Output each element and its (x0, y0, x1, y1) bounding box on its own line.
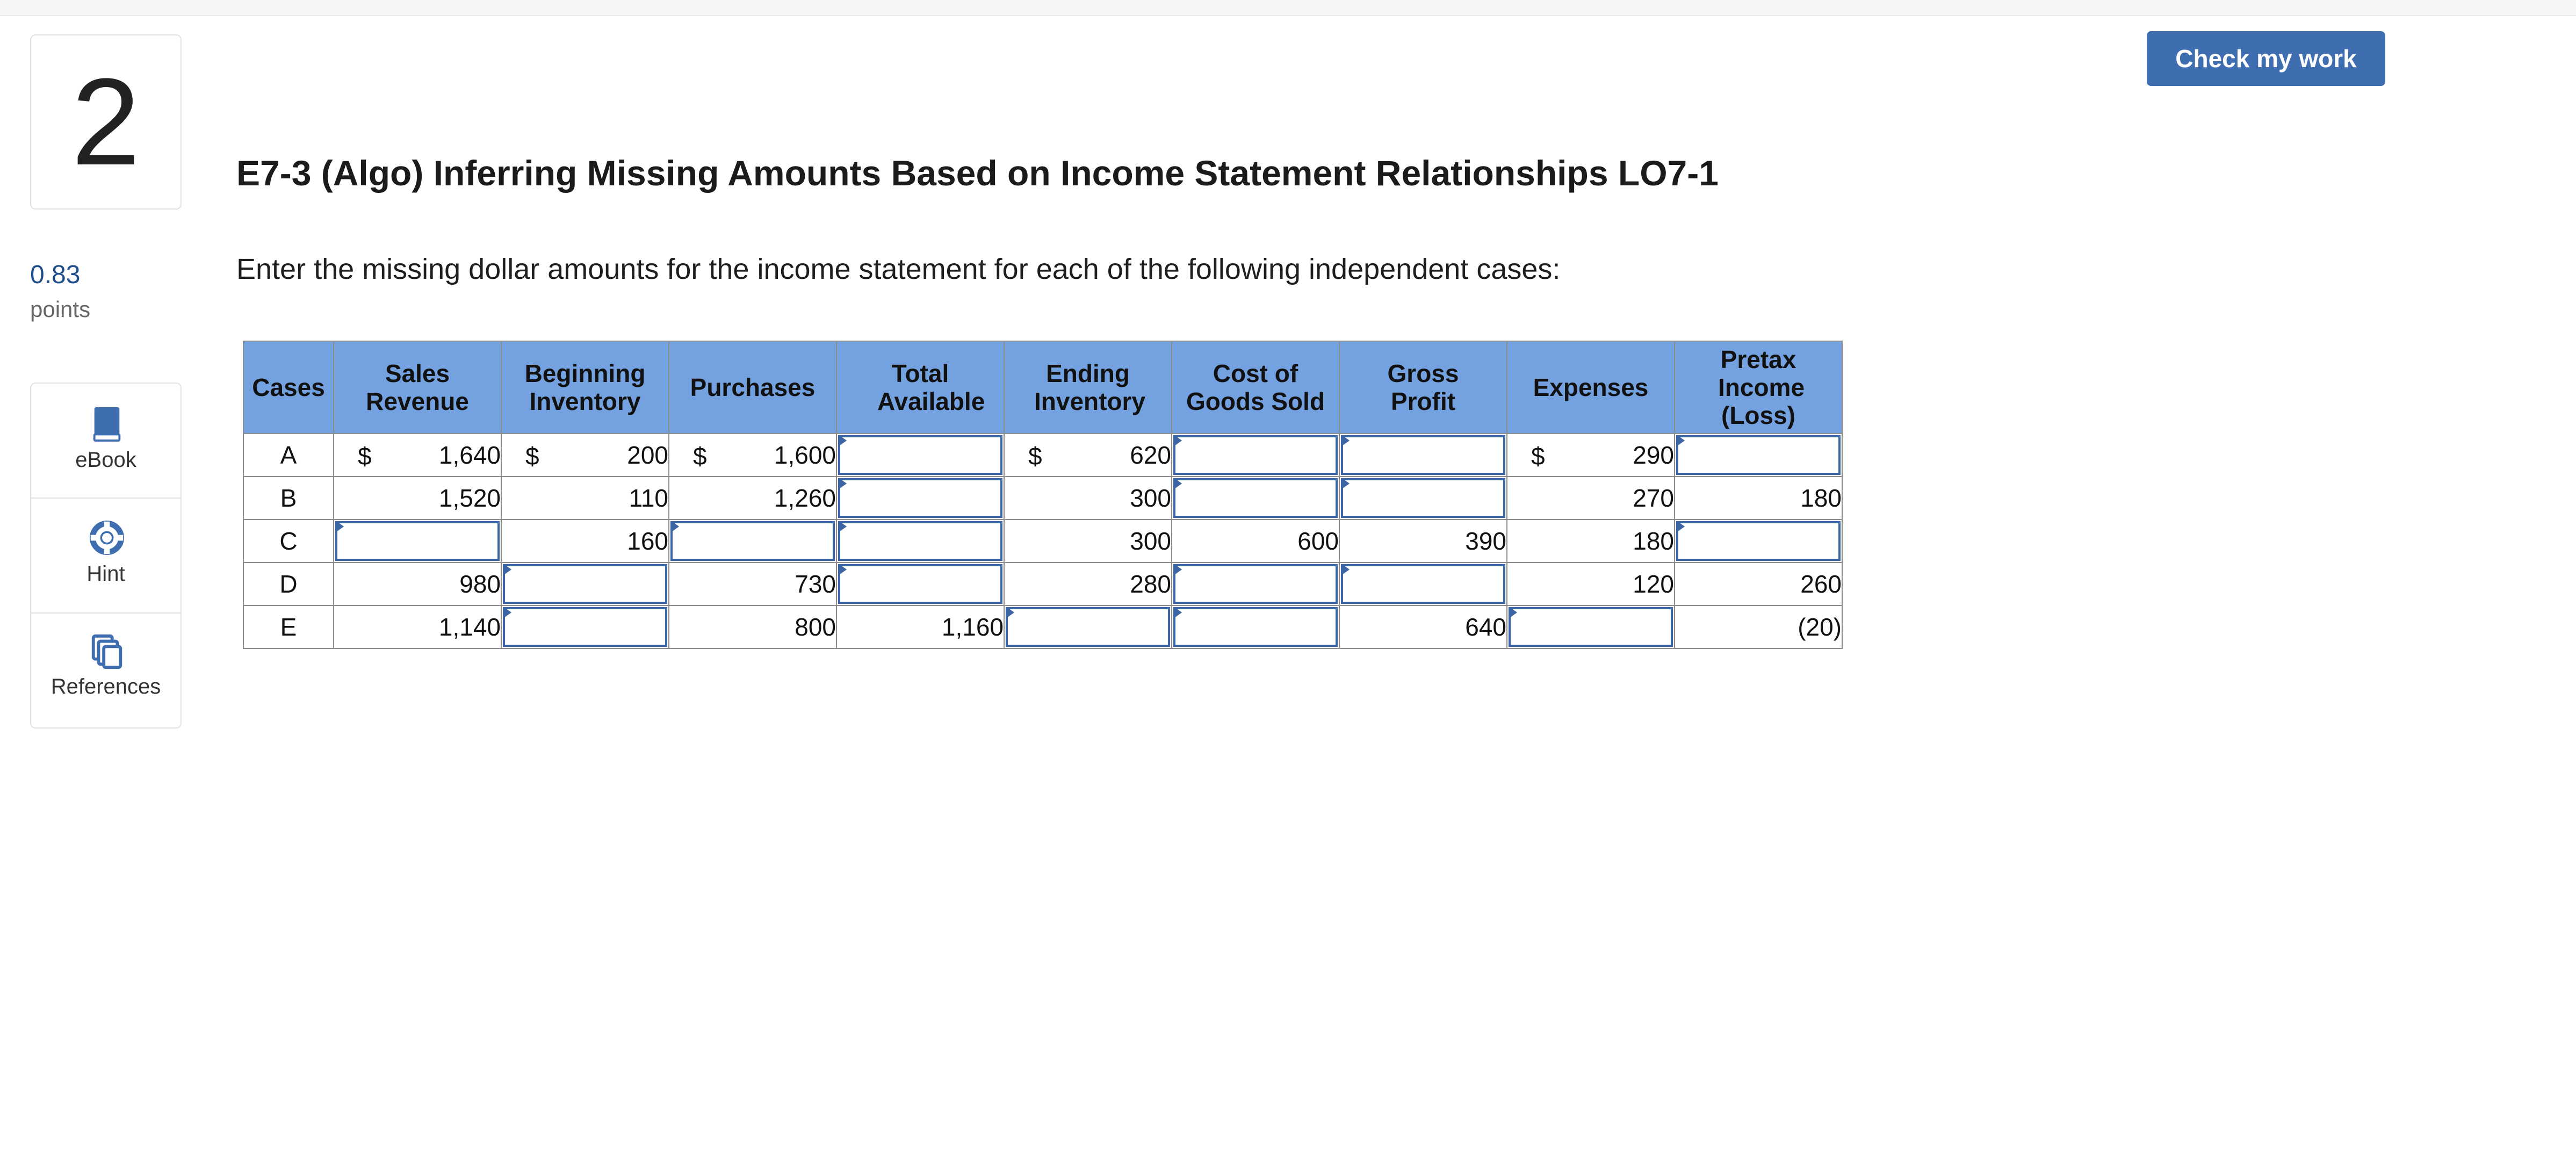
purchases-cell (669, 434, 836, 477)
income-statement-table (243, 341, 1843, 649)
column-header: Purchases (669, 341, 836, 434)
ending-inventory-input[interactable] (1006, 607, 1170, 647)
column-header (1004, 341, 1172, 434)
case-cell: C (243, 520, 334, 563)
expenses-cell (1507, 563, 1675, 605)
beginning-inventory-input-cell (501, 563, 669, 605)
currency-symbol: $ (1531, 442, 1545, 470)
total-available-input[interactable] (838, 478, 1002, 518)
cost-of-goods-sold-input-cell (1172, 477, 1339, 520)
cost-of-goods-sold-input[interactable] (1173, 435, 1338, 475)
cell-value: 1,160 (941, 613, 1004, 641)
total-available-cell (836, 605, 1004, 648)
points-value: 0.83 (30, 261, 81, 289)
case-cell: A (243, 434, 334, 477)
sales-revenue-cell (334, 477, 501, 520)
column-header-label: Cost of Goods Sold (1186, 359, 1325, 415)
references-label: References (50, 675, 161, 698)
gross-profit-input[interactable] (1341, 435, 1505, 475)
pretax-income-cell (1675, 605, 1842, 648)
gross-profit-cell (1339, 605, 1507, 648)
total-available-input-cell (836, 477, 1004, 520)
case-cell: E (243, 605, 334, 648)
top-bar (0, 0, 2576, 16)
cell-value: 290 (1633, 441, 1674, 469)
ending-inventory-cell (1004, 477, 1172, 520)
table-row (243, 520, 1842, 563)
beginning-inventory-input[interactable] (503, 564, 667, 604)
cell-value: 260 (1800, 570, 1842, 598)
gross-profit-input[interactable] (1341, 564, 1505, 604)
pretax-income-input[interactable] (1676, 435, 1841, 475)
sales-revenue-cell (334, 563, 501, 605)
expenses-input-cell (1507, 605, 1675, 648)
references-button[interactable] (31, 612, 181, 727)
documents-icon (90, 633, 124, 670)
sales-revenue-input[interactable] (335, 521, 500, 561)
column-header-label: Sales Revenue (366, 359, 469, 415)
ebook-label: eBook (75, 448, 136, 472)
column-header (1172, 341, 1339, 434)
cost-of-goods-sold-input-cell (1172, 563, 1339, 605)
column-header-label: Ending Inventory (1034, 359, 1146, 415)
column-header: Expenses (1507, 341, 1675, 434)
column-header (1339, 341, 1507, 434)
currency-symbol: $ (358, 442, 372, 470)
gross-profit-input[interactable] (1341, 478, 1505, 518)
currency-symbol: $ (1028, 442, 1042, 470)
currency-symbol: $ (525, 442, 539, 470)
ebook-button[interactable] (31, 384, 181, 497)
cell-value: 300 (1130, 484, 1171, 512)
cell-value: 200 (627, 441, 668, 469)
cell-value: 300 (1130, 527, 1171, 555)
pretax-income-input[interactable] (1676, 521, 1841, 561)
cell-value: 800 (795, 613, 836, 641)
total-available-input-cell (836, 563, 1004, 605)
pretax-income-input-cell (1675, 520, 1842, 563)
expenses-cell (1507, 434, 1675, 477)
purchases-input-cell (669, 520, 836, 563)
cell-value: 1,600 (774, 441, 836, 469)
purchases-input[interactable] (670, 521, 835, 561)
case-cell: B (243, 477, 334, 520)
check-my-work-button[interactable]: Check my work (2147, 31, 2385, 86)
sales-revenue-cell (334, 605, 501, 648)
ending-inventory-input-cell (1004, 605, 1172, 648)
purchases-cell (669, 477, 836, 520)
beginning-inventory-input[interactable] (503, 607, 667, 647)
cell-value: 980 (459, 570, 501, 598)
cell-value: 390 (1465, 527, 1506, 555)
header-row (243, 341, 1842, 434)
table-row (243, 605, 1842, 648)
cell-value: 1,520 (438, 484, 501, 512)
gross-profit-input-cell (1339, 477, 1507, 520)
question-instructions: Enter the missing dollar amounts for the income statement for each of the following independent cases: (236, 253, 1561, 285)
table-row (243, 477, 1842, 520)
cell-value: 180 (1800, 484, 1842, 512)
question-title: E7-3 (Algo) Inferring Missing Amounts Based on Income Statement Relationships LO7-1 (236, 153, 1719, 193)
tools-panel (30, 383, 182, 729)
cell-value: 160 (627, 527, 668, 555)
cost-of-goods-sold-input-cell (1172, 434, 1339, 477)
total-available-input[interactable] (838, 564, 1002, 604)
cost-of-goods-sold-input-cell (1172, 605, 1339, 648)
cost-of-goods-sold-cell (1172, 520, 1339, 563)
ending-inventory-cell (1004, 434, 1172, 477)
cell-value: 110 (629, 484, 668, 512)
cell-value: 180 (1633, 527, 1674, 555)
ending-inventory-cell (1004, 520, 1172, 563)
beginning-inventory-cell (501, 434, 669, 477)
column-header-label: Pretax Income (Loss) (1718, 345, 1805, 429)
gross-profit-input-cell (1339, 563, 1507, 605)
pretax-income-cell (1675, 563, 1842, 605)
gross-profit-input-cell (1339, 434, 1507, 477)
pretax-income-cell (1675, 477, 1842, 520)
column-header (501, 341, 669, 434)
cell-value: 730 (795, 570, 836, 598)
beginning-inventory-cell (501, 520, 669, 563)
question-number: 2 (71, 53, 140, 191)
column-header-label: Gross Profit (1387, 359, 1459, 415)
sales-revenue-input-cell (334, 520, 501, 563)
cell-value: 280 (1130, 570, 1171, 598)
total-available-input[interactable] (838, 435, 1002, 475)
column-header-label: Total Available (877, 359, 985, 415)
purchases-cell (669, 605, 836, 648)
table-row (243, 563, 1842, 605)
cell-value: 1,260 (774, 484, 836, 512)
expenses-input[interactable] (1509, 607, 1673, 647)
sales-revenue-cell (334, 434, 501, 477)
book-icon (90, 405, 124, 443)
total-available-input-cell (836, 520, 1004, 563)
hint-label: Hint (86, 562, 125, 586)
cost-of-goods-sold-input[interactable] (1173, 564, 1338, 604)
hint-button[interactable] (31, 497, 181, 612)
gross-profit-cell (1339, 520, 1507, 563)
beginning-inventory-input-cell (501, 605, 669, 648)
cell-value: 270 (1633, 484, 1674, 512)
beginning-inventory-cell (501, 477, 669, 520)
question-number-card (30, 34, 182, 210)
cost-of-goods-sold-input[interactable] (1173, 607, 1338, 647)
cell-value: 120 (1633, 570, 1674, 598)
ending-inventory-cell (1004, 563, 1172, 605)
purchases-cell (669, 563, 836, 605)
pretax-income-input-cell (1675, 434, 1842, 477)
points-label: points (30, 297, 91, 322)
column-header: Cases (243, 341, 334, 434)
total-available-input-cell (836, 434, 1004, 477)
column-header-label: Beginning Inventory (524, 359, 646, 415)
cell-value: 600 (1297, 527, 1339, 555)
total-available-input[interactable] (838, 521, 1002, 561)
column-header (1675, 341, 1842, 434)
lifebuoy-icon (90, 519, 124, 557)
table-row (243, 434, 1842, 477)
cost-of-goods-sold-input[interactable] (1173, 478, 1338, 518)
column-header (334, 341, 501, 434)
expenses-cell (1507, 520, 1675, 563)
cell-value: 620 (1130, 441, 1171, 469)
cell-value: 1,640 (438, 441, 501, 469)
cell-value: 1,140 (438, 613, 501, 641)
currency-symbol: $ (693, 442, 707, 470)
cell-value: 640 (1465, 613, 1506, 641)
column-header (836, 341, 1004, 434)
case-cell: D (243, 563, 334, 605)
cell-value: (20) (1798, 613, 1842, 641)
expenses-cell (1507, 477, 1675, 520)
